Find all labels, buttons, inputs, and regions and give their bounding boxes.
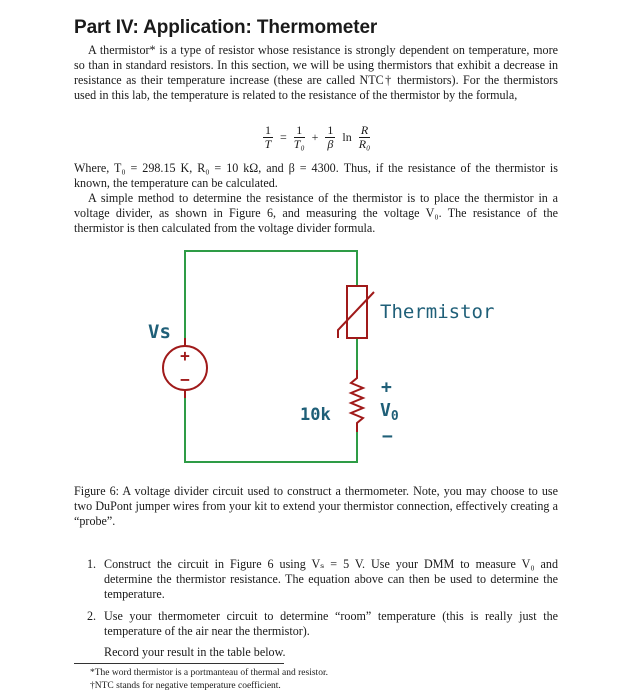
- procedure-list: [74, 557, 558, 646]
- output-voltage-v: V: [380, 400, 391, 421]
- step-number: 1.: [87, 557, 97, 571]
- formula-t1-den: T₀: [293, 137, 305, 151]
- footnote-thermistor: *The word thermistor is a portmanteau of thermal and resistor.: [90, 668, 328, 678]
- section-title: Part IV: Application: Thermometer: [74, 17, 378, 38]
- resistor-label: 10k: [300, 405, 331, 425]
- circuit-wires: [185, 251, 357, 462]
- formula-t3-num: R: [359, 124, 371, 138]
- source-label: Vs: [148, 321, 171, 343]
- intro-paragraph: A thermistor* is a type of resistor whose resistance is strongly dependent on temperature, more so than in standard resistors. In this section, we will be using thermistors that exhibit a decrease in resistance as their temperature increase (these are called NTC† thermistors). For the thermistors used in this lab, the temperature is related to the resistance of the thermistor by the formula,: [74, 43, 558, 102]
- step-text: Use your thermometer circuit to determine “room” temperature (this is really just the temperature of the air near the thermistor).: [104, 609, 558, 638]
- thermistor-icon: [338, 286, 374, 338]
- formula-equals: =: [280, 130, 287, 144]
- formula-ln: ln: [342, 130, 352, 144]
- figure-caption: Figure 6: A voltage divider circuit used to construct a thermometer. Note, you may choose to use two DuPont jumper wires from your kit to extend your thermistor connection, effectively creating a “probe”.: [74, 484, 558, 528]
- thermistor-label: Thermistor: [380, 301, 495, 323]
- formula-t2-den: β: [327, 137, 334, 151]
- formula-plus: +: [311, 130, 319, 144]
- formula-lhs-num: 1: [265, 123, 271, 137]
- method-paragraph: A simple method to determine the resistance of the thermistor is to place the thermistor in a voltage divider, as shown in Figure 6, and measuring the voltage V₀. The resistance of the thermistor is then calculated from the voltage divider formula.: [74, 191, 558, 235]
- formula-lhs-den: T: [264, 137, 272, 151]
- step-number: 2.: [87, 609, 97, 623]
- step-text: Construct the circuit in Figure 6 using Vₛ = 5 V. Use your DMM to measure V₀ and determine the thermistor resistance. The equation above can then be used to determine the temperature.: [104, 557, 558, 601]
- footnote-divider: [74, 663, 284, 664]
- formula-t3-den: R₀: [358, 137, 371, 151]
- resistor-icon: [351, 370, 363, 432]
- output-voltage-label: [380, 400, 399, 424]
- list-item: [74, 609, 558, 639]
- list-item: [74, 557, 558, 602]
- output-minus-sign: −: [382, 426, 393, 447]
- output-voltage-sub: 0: [390, 409, 399, 424]
- formula-t1-num: 1: [294, 124, 305, 138]
- output-plus-sign: +: [381, 377, 392, 398]
- formula-t2-num: 1: [327, 123, 334, 137]
- footnote-ntc: †NTC stands for negative temperature coefficient.: [90, 681, 281, 691]
- source-minus-sign: −: [180, 370, 190, 389]
- constants-paragraph: Where, T₀ = 298.15 K, R₀ = 10 kΩ, and β = 4300. Thus, if the resistance of the thermistor is known, the temperature can be calculated.: [74, 161, 558, 190]
- record-instruction: Record your result in the table below.: [104, 645, 286, 659]
- source-plus-sign: +: [180, 346, 190, 365]
